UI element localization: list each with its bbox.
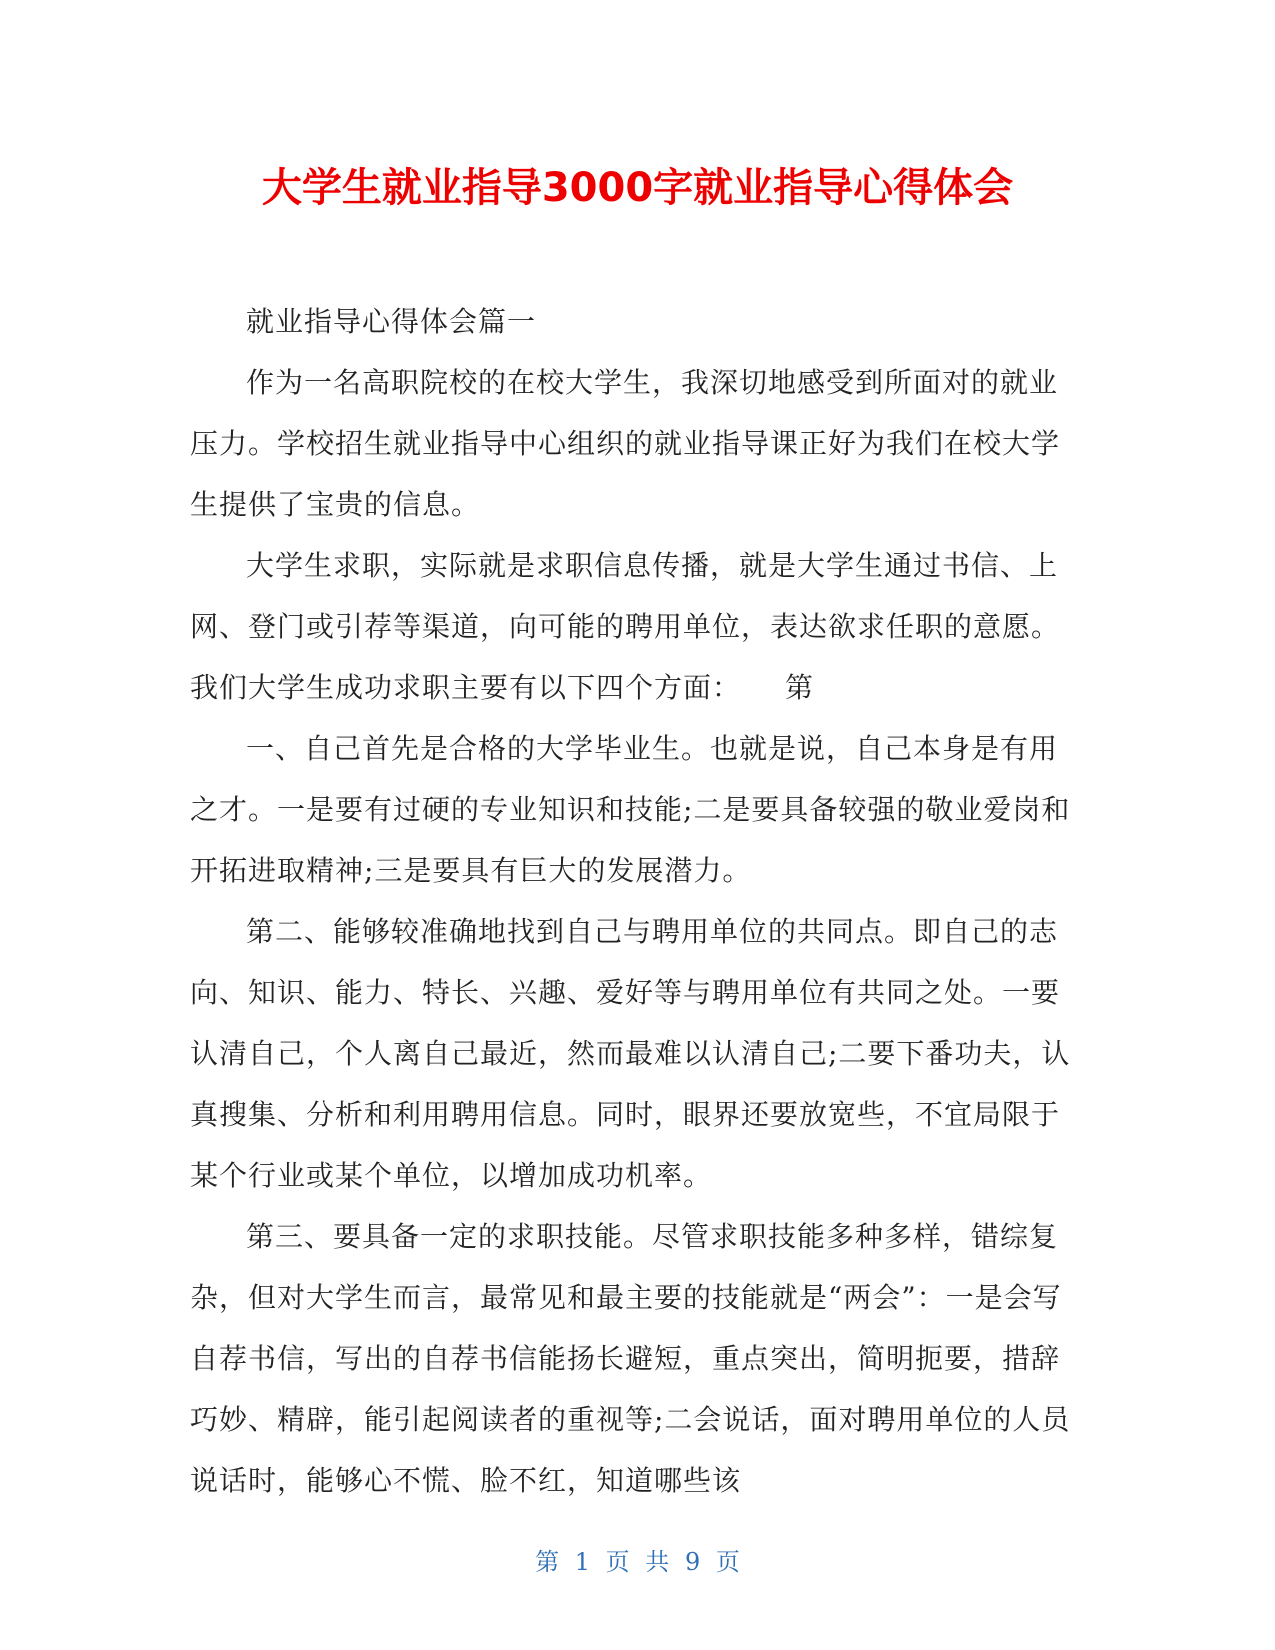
- document-title: 大学生就业指导3000字就业指导心得体会: [261, 165, 1014, 211]
- paragraph: 大学生求职，实际就是求职信息传播，就是大学生通过书信、上网、登门或引荐等渠道，向可能的聘用单位，表达欲求任职的意愿。我们大学生成功求职主要有以下四个方面： 第: [190, 549, 1061, 704]
- paragraph: 第三、要具备一定的求职技能。尽管求职技能多种多样，错综复杂，但对大学生而言，最常见和最主要的技能就是“两会”：一是会写自荐书信，写出的自荐书信能扬长避短，重点突出，简明扼要，措辞巧妙、精辟，能引起阅读者的重视等;二会说话，面对聘用单位的人员说话时，能够心不慌、脸不红，知道哪些该: [190, 1220, 1071, 1497]
- paragraph-heading: 就业指导心得体会篇一: [246, 305, 537, 338]
- page-number-footer: 第 1 页 共 9 页: [535, 1548, 740, 1576]
- paragraph: 作为一名高职院校的在校大学生，我深切地感受到所面对的就业压力。学校招生就业指导中心组织的就业指导课正好为我们在校大学生提供了宝贵的信息。: [190, 366, 1061, 521]
- paragraph: 一、自己首先是合格的大学毕业生。也就是说，自己本身是有用之才。一是要有过硬的专业知识和技能;二是要具备较强的敬业爱岗和开拓进取精神;三是要具有巨大的发展潜力。: [190, 732, 1071, 887]
- document-body: [190, 291, 1075, 1511]
- paragraph: 第二、能够较准确地找到自己与聘用单位的共同点。即自己的志向、知识、能力、特长、兴趣、爱好等与聘用单位有共同之处。一要认清自己，个人离自己最近，然而最难以认清自己;二要下番功夫，认真搜集、分析和利用聘用信息。同时，眼界还要放宽些，不宜局限于某个行业或某个单位，以增加成功机率。: [190, 915, 1071, 1192]
